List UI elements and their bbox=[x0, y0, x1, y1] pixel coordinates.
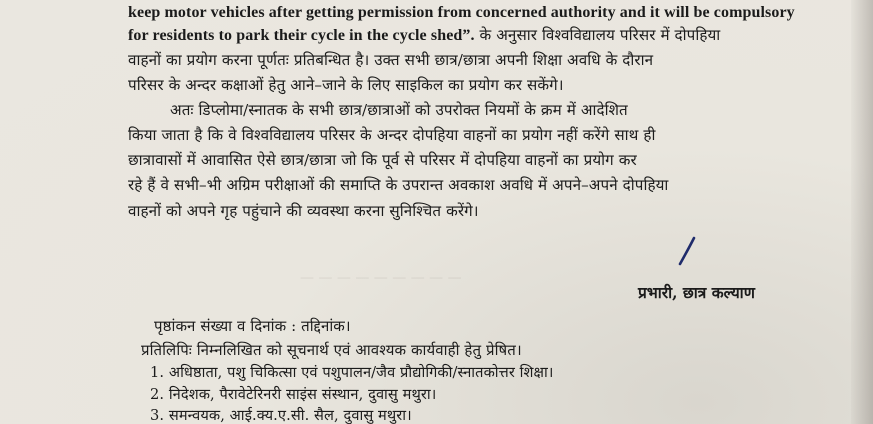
letter-line-3: वाहनों का प्रयोग करना पूर्णतः प्रतिबन्धित है। उक्त सभी छात्र/छात्रा अपनी शिक्षा अवधि के दौरान bbox=[128, 51, 654, 69]
copy-list-item-1: 1. अधिष्ठाता, पशु चिकित्सा एवं पशुपालन/जैव प्रौद्योगिकी/स्नातकोत्तर शिक्षा। bbox=[150, 364, 554, 381]
letter-line-2-english: for residents to park their cycle in the cycle shed”. bbox=[128, 27, 475, 44]
signature-mark bbox=[676, 236, 698, 266]
letter-line-2 bbox=[128, 24, 720, 47]
letter-line-5: अतः डिप्लोमा/स्नातक के सभी छात्र/छात्राओं को उपरोक्त नियमों के क्रम में आदेशित bbox=[170, 101, 628, 119]
copy-list-item-3: 3. समन्वयक, आई.क्य.ए.सी. सैल, दुवासु मथुरा। bbox=[150, 407, 412, 424]
endorsement-heading: पृष्ठांकन संख्या व दिनांक : तद्दिनांक। bbox=[154, 317, 351, 335]
copy-list-item-2: 2. निदेशक, पैरावेटेरिनरी साइंस संस्थान, दुवासु मथुरा। bbox=[150, 386, 437, 403]
letter-line-6: किया जाता है कि वे विश्वविद्यालय परिसर के अन्दर दोपहिया वाहनों का प्रयोग नहीं करेंगे साथ ही bbox=[128, 126, 656, 144]
letter-line-9: वाहनों को अपने गृह पहुंचाने की व्यवस्था करना सुनिश्चित करेंगे। bbox=[128, 202, 479, 220]
letter-line-1: keep motor vehicles after getting permission from concerned authority and it will be compulsory bbox=[128, 4, 795, 21]
letter-line-2-hindi: के अनुसार विश्वविद्यालय परिसर में दोपहिया bbox=[474, 26, 721, 44]
letter-line-8: रहे हैं वे सभी–भी अग्रिम परीक्षाओं की समाप्ति के उपरान्त अवकाश अवधि में अपने–अपने दोपहिया bbox=[128, 176, 669, 194]
letter-line-7: छात्रावासों में आवासित ऐसे छात्र/छात्रा जो कि पूर्व से परिसर में दोपहिया वाहनों का प्रयोग कर bbox=[128, 151, 637, 169]
signatory-title: प्रभारी, छात्र कल्याण bbox=[638, 283, 755, 302]
page-edge-shadow bbox=[851, 0, 873, 424]
copy-to-line: प्रतिलिपिः निम्नलिखित को सूचनार्थ एवं आवश्यक कार्यवाही हेतु प्रेषित। bbox=[141, 341, 522, 359]
letter-line-4: परिसर के अन्दर कक्षाओं हेतु आने–जाने के लिए साइकिल का प्रयोग कर सकेंगे। bbox=[128, 76, 564, 94]
bleed-through-text: — — — — — — — — — bbox=[300, 270, 462, 286]
